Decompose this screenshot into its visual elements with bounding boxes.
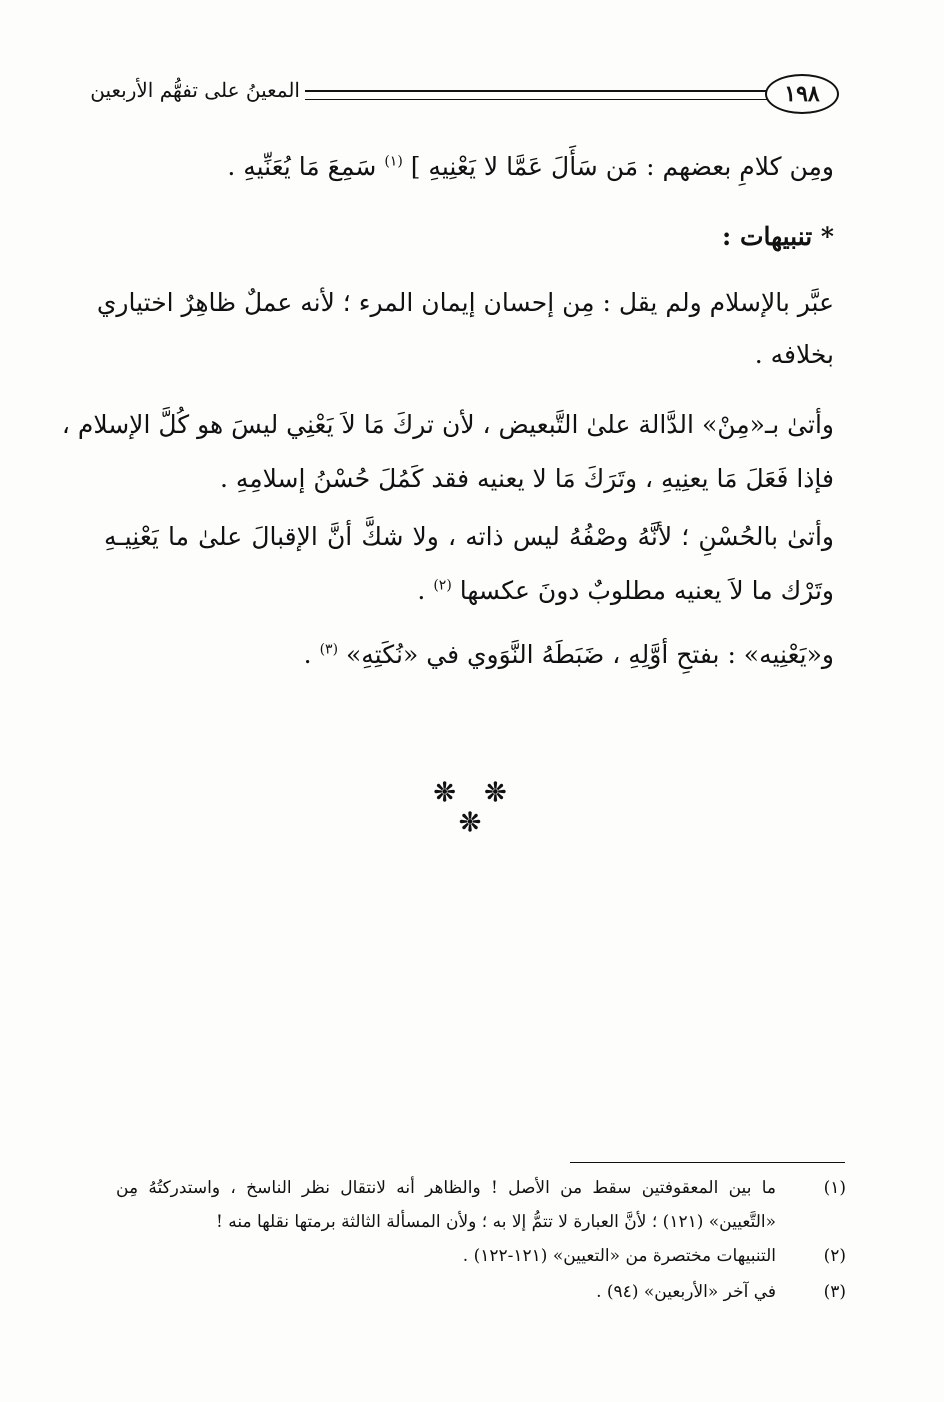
paragraph-3-line-2 [104,576,834,605]
running-title: المعينُ على تفهُّم الأربعين [90,78,300,102]
footnote-3 [106,1282,846,1310]
body-text: و«يَعْنِيه» : بفتحِ أوَّلِهِ ، ضَبَطَهُ النَّوَوي في «نُكَتِهِ» [345,640,834,669]
footnote-text: التنبيهات مختصرة من «التعيين» (١٢١-١٢٢) . [462,1246,776,1266]
footnote-number: (٣) [823,1282,846,1302]
paragraph-2-line-1: وأتىٰ بـ«مِنْ» الدَّالة علىٰ التَّبعيض ، لأن تركَ مَا لاَ يَعْنِي ليسَ هو كُلَّ الإسلام ، [61,410,834,439]
page-number: ١٩٨ [765,74,839,114]
header-rule [305,90,767,100]
section-separator: ❊ ❊ ❊ [433,778,517,838]
footnote-ref-1: (١) [384,153,403,170]
paragraph-2-line-2: فإذا فَعَلَ مَا يعنِيهِ ، وتَرَكَ مَا لا يعنيه فقد كَمُلَ حُسْنُ إسلامِهِ . [219,464,834,493]
footnote-text: «التَّعيين» (١٢١) ؛ لأنَّ العبارة لا تتمُّ إلا به ؛ ولأن المسألة الثالثة برمتها نقلها منه ! [216,1212,776,1232]
paragraph-1-line-1: عبَّر بالإسلام ولم يقل : مِن إحسان إيمان المرء ؛ لأنه عملٌ ظاهِرٌ اختياري [96,288,834,317]
paragraph-1-line-2: بخلافه . [754,340,834,369]
footnote-number: (١) [823,1178,846,1198]
footnote-1 [106,1178,846,1238]
footnote-ref-3: (٣) [319,641,339,658]
body-text: سَمِعَ مَا يُعَنِّيهِ . [227,152,377,181]
section-heading: * تنبيهات : [722,222,834,251]
body-line-1 [104,152,834,181]
footnote-ref-2: (٢) [433,577,452,594]
body-text: ومِن كلامِ بعضهم : مَن سَأَلَ عَمَّا لا يَعْنِيهِ ] [410,152,834,181]
footnote-2 [106,1246,846,1274]
footnote-number: (٢) [823,1246,846,1266]
paragraph-4 [104,640,834,669]
footnote-text: في آخر «الأربعين» (٩٤) . [596,1282,776,1302]
footnote-text: ما بين المعقوفتين سقط من الأصل ! والظاهر أنه لانتقال نظر الناسخ ، واستدركتُهُ مِن [116,1178,776,1198]
body-text: . [417,576,426,605]
footnote-rule [570,1162,845,1163]
body-text: . [303,640,312,669]
body-text: وتَرْك ما لاَ يعنيه مطلوبٌ دونَ عكسها [459,576,834,605]
paragraph-3-line-1: وأتىٰ بالحُسْنِ ؛ لأنَّهُ وصْفُهُ ليس ذاته ، ولا شكَّ أنَّ الإقبالَ علىٰ ما يَعْنِيـهِ [104,522,834,551]
